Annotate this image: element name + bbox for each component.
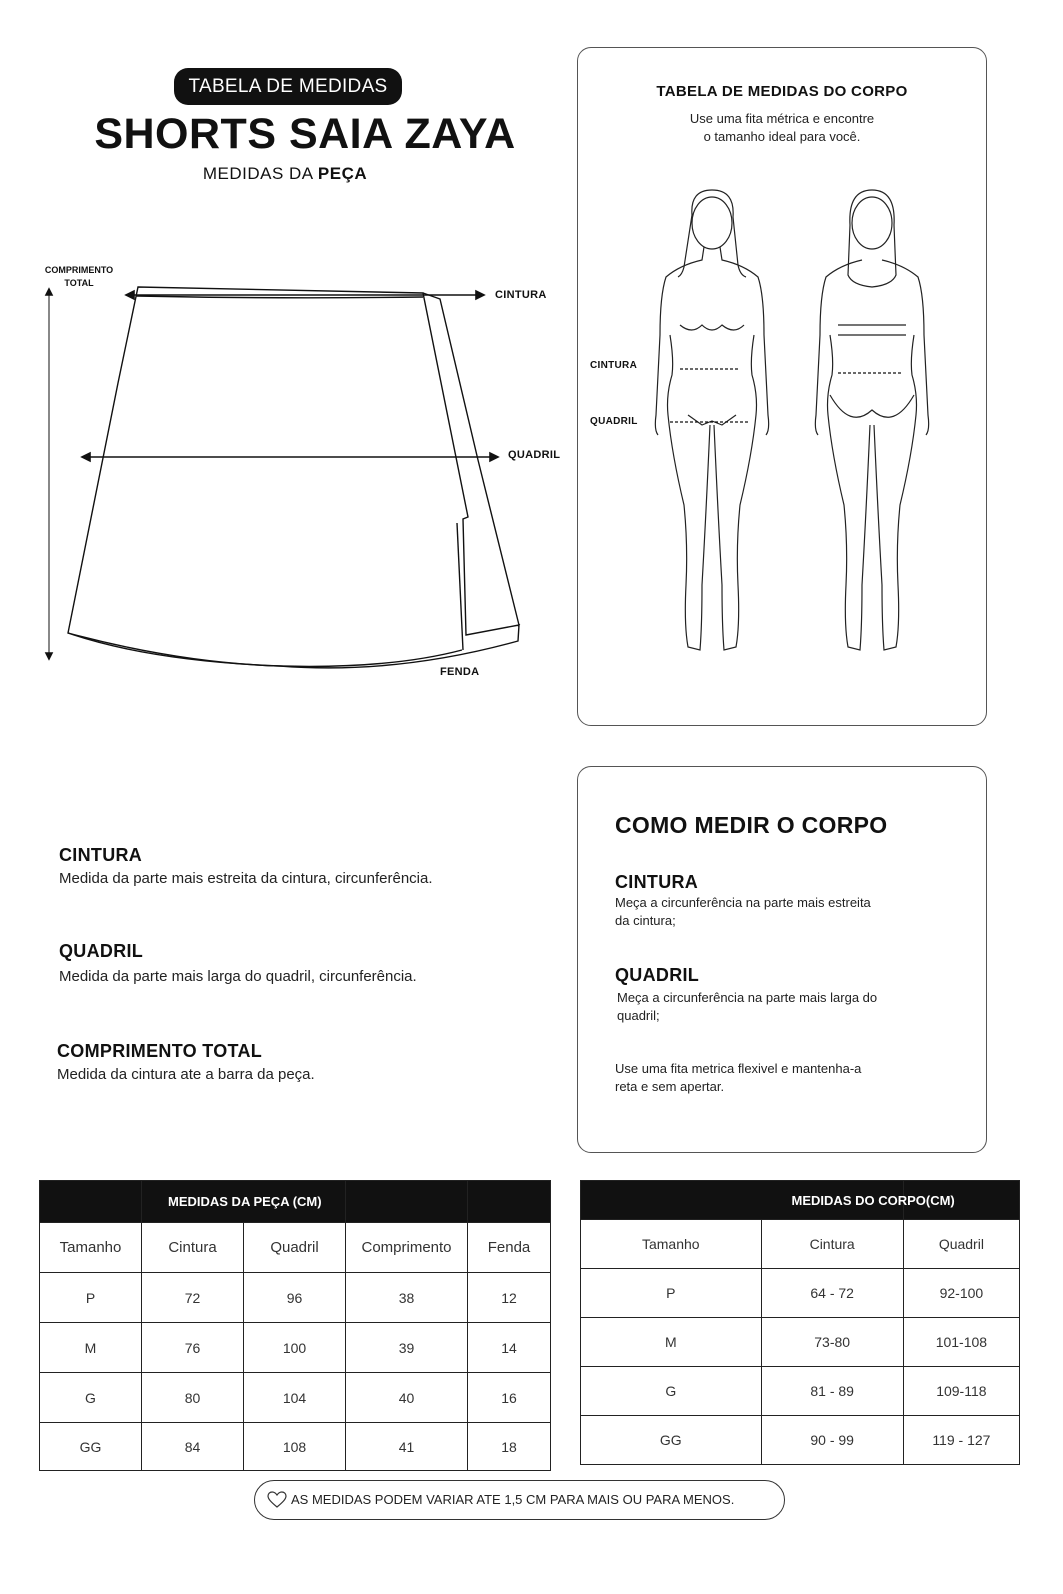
table-cell: 16 bbox=[468, 1373, 551, 1423]
piece-table-header-blank-3 bbox=[468, 1181, 551, 1223]
piece-table-header-blank-2 bbox=[346, 1181, 468, 1223]
piece-table-column-row bbox=[40, 1223, 551, 1273]
table-cell: 80 bbox=[142, 1373, 244, 1423]
body-measure-table bbox=[580, 1180, 1020, 1465]
body-panel-subtitle bbox=[577, 110, 987, 146]
piece-col-length: Comprimento bbox=[346, 1223, 468, 1273]
body-panel-subtitle-line2: o tamanho ideal para você. bbox=[703, 129, 861, 144]
piece-waist-heading: CINTURA bbox=[59, 845, 143, 865]
table-cell: M bbox=[40, 1323, 142, 1373]
length-label-line1: COMPRIMENTO bbox=[44, 265, 114, 275]
skirt-wrap-panel bbox=[423, 293, 519, 625]
table-cell: 96 bbox=[244, 1273, 346, 1323]
how-tip-line1: Use uma fita metrica flexivel e mantenha-a bbox=[615, 1061, 862, 1076]
subtitle-bold: PEÇA bbox=[317, 164, 368, 183]
table-cell: 38 bbox=[346, 1273, 468, 1323]
table-cell: 14 bbox=[468, 1323, 551, 1373]
body-table-title bbox=[581, 1181, 955, 1220]
table-cell: G bbox=[40, 1373, 142, 1423]
body-hip-label: QUADRIL bbox=[590, 416, 638, 427]
piece-col-size: Tamanho bbox=[40, 1223, 142, 1273]
skirt-slit bbox=[457, 523, 463, 650]
piece-waist-text: Medida da parte mais estreita da cintura, circunferência. bbox=[59, 870, 433, 887]
table-row bbox=[581, 1416, 1020, 1465]
how-hip-text bbox=[617, 989, 877, 1025]
body-panel-subtitle-line1: Use uma fita métrica e encontre bbox=[689, 111, 875, 126]
table-cell: 104 bbox=[244, 1373, 346, 1423]
piece-col-waist: Cintura bbox=[142, 1223, 244, 1273]
skirt-waist bbox=[136, 296, 423, 298]
how-tip-line2: reta e sem apertar. bbox=[615, 1079, 725, 1094]
subtitle-prefix: MEDIDAS DA bbox=[202, 164, 318, 183]
table-row bbox=[40, 1373, 551, 1423]
body-waist-label: CINTURA bbox=[590, 360, 638, 371]
how-tip-text bbox=[615, 1060, 861, 1096]
body-col-waist: Cintura bbox=[761, 1220, 903, 1269]
skirt-diagram bbox=[0, 255, 575, 695]
table-cell: P bbox=[40, 1273, 142, 1323]
table-row bbox=[581, 1318, 1020, 1367]
piece-col-slit: Fenda bbox=[468, 1223, 551, 1273]
garment-waist-label: CINTURA bbox=[495, 289, 547, 301]
table-cell: 101-108 bbox=[903, 1318, 1019, 1367]
page-subtitle bbox=[60, 164, 510, 184]
piece-measure-table bbox=[39, 1180, 551, 1471]
how-waist-line1: Meça a circunferência na parte mais estreita bbox=[615, 895, 871, 910]
length-label-line2: TOTAL bbox=[64, 278, 94, 288]
table-cell: G bbox=[581, 1367, 762, 1416]
table-row bbox=[40, 1273, 551, 1323]
table-cell: P bbox=[581, 1269, 762, 1318]
table-cell: GG bbox=[40, 1423, 142, 1471]
how-hip-line1: Meça a circunferência na parte mais larga do bbox=[617, 990, 878, 1005]
table-cell: 73-80 bbox=[761, 1318, 903, 1367]
hip-arrow-right-head bbox=[490, 453, 498, 461]
piece-table-title: MEDIDAS DA PEÇA (CM) bbox=[142, 1181, 346, 1223]
table-cell: 109-118 bbox=[903, 1367, 1019, 1416]
table-cell: 76 bbox=[142, 1323, 244, 1373]
table-row bbox=[581, 1367, 1020, 1416]
how-waist-heading: CINTURA bbox=[615, 872, 699, 892]
garment-hip-label: QUADRIL bbox=[508, 449, 561, 461]
table-cell: 108 bbox=[244, 1423, 346, 1471]
piece-table-header-blank bbox=[40, 1181, 142, 1223]
back-figure bbox=[815, 190, 928, 650]
how-hip-line2: quadril; bbox=[617, 1008, 660, 1023]
front-figure bbox=[655, 190, 768, 650]
table-cell: 92-100 bbox=[903, 1269, 1019, 1318]
table-cell: 72 bbox=[142, 1273, 244, 1323]
table-row bbox=[40, 1423, 551, 1471]
table-cell: M bbox=[581, 1318, 762, 1367]
table-cell: 100 bbox=[244, 1323, 346, 1373]
heart-icon bbox=[267, 1491, 287, 1509]
table-cell: 18 bbox=[468, 1423, 551, 1471]
body-col-hip: Quadril bbox=[903, 1220, 1019, 1269]
piece-col-hip: Quadril bbox=[244, 1223, 346, 1273]
how-waist-text bbox=[615, 894, 871, 930]
body-col-size: Tamanho bbox=[581, 1220, 762, 1269]
body-table-title-text: MEDIDAS DO CORPO(CM) bbox=[791, 1192, 955, 1208]
table-cell: 12 bbox=[468, 1273, 551, 1323]
piece-hip-heading: QUADRIL bbox=[59, 941, 144, 961]
footer-note bbox=[254, 1480, 785, 1520]
table-cell: 90 - 99 bbox=[761, 1416, 903, 1465]
table-row bbox=[581, 1269, 1020, 1318]
header-badge: TABELA DE MEDIDAS bbox=[174, 68, 402, 105]
footer-note-text: AS MEDIDAS PODEM VARIAR ATE 1,5 CM PARA MAIS OU PARA MENOS. bbox=[291, 1492, 735, 1507]
piece-hip-text: Medida da parte mais larga do quadril, circunferência. bbox=[59, 968, 417, 985]
length-arrow-bottom-head bbox=[46, 653, 52, 659]
how-hip-heading: QUADRIL bbox=[615, 965, 700, 985]
table-cell: 39 bbox=[346, 1323, 468, 1373]
page-title: SHORTS SAIA ZAYA bbox=[94, 110, 516, 158]
table-cell: 64 - 72 bbox=[761, 1269, 903, 1318]
table-cell: 84 bbox=[142, 1423, 244, 1471]
table-cell: 40 bbox=[346, 1373, 468, 1423]
table-cell: 81 - 89 bbox=[761, 1367, 903, 1416]
waist-arrow-right-head bbox=[476, 291, 484, 299]
body-table-column-row bbox=[581, 1220, 1020, 1269]
length-label bbox=[30, 264, 128, 290]
table-cell: GG bbox=[581, 1416, 762, 1465]
piece-length-text: Medida da cintura ate a barra da peça. bbox=[57, 1066, 315, 1083]
body-panel-title: TABELA DE MEDIDAS DO CORPO bbox=[656, 83, 908, 100]
hip-arrow-left-head bbox=[82, 453, 90, 461]
body-figures bbox=[640, 185, 940, 665]
table-cell: 41 bbox=[346, 1423, 468, 1471]
table-row bbox=[40, 1323, 551, 1373]
table-cell: 119 - 127 bbox=[903, 1416, 1019, 1465]
waist-arrow-left-head bbox=[126, 291, 134, 299]
garment-slit-label: FENDA bbox=[440, 666, 480, 678]
how-waist-line2: da cintura; bbox=[615, 913, 676, 928]
how-to-title: COMO MEDIR O CORPO bbox=[615, 812, 888, 838]
piece-length-heading: COMPRIMENTO TOTAL bbox=[57, 1041, 263, 1061]
skirt-hem bbox=[68, 633, 462, 666]
